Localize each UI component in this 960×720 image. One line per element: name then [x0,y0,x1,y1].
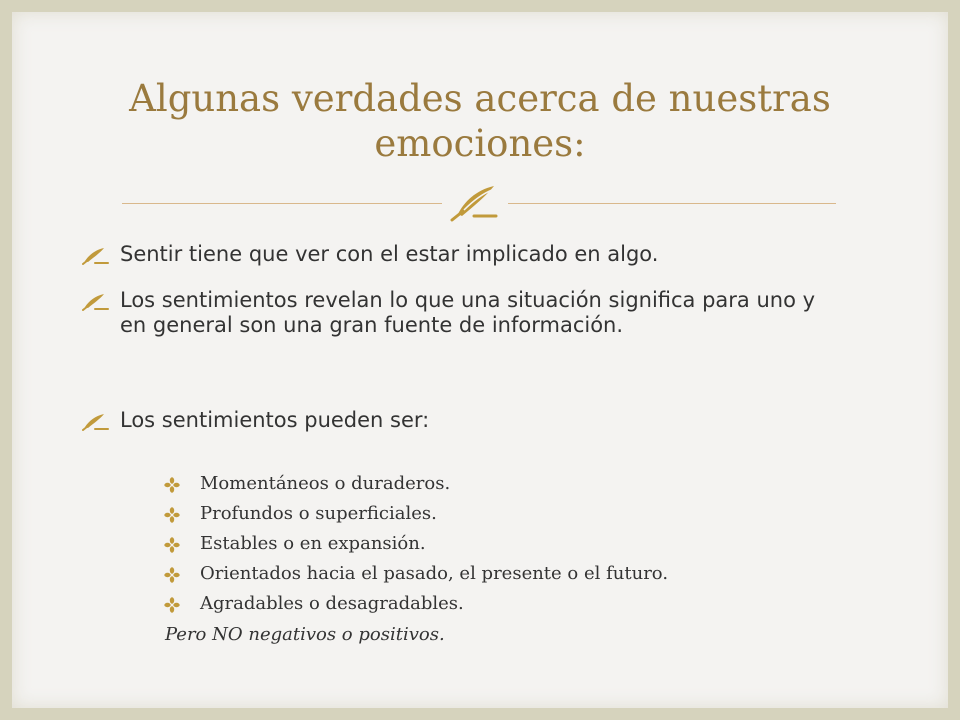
feather-pen-icon [82,291,110,311]
diamond-bullet-icon [164,537,180,553]
sub-bullet-item [164,473,884,495]
sub-bullet-item [164,533,884,555]
slide-title: Algunas verdades acerca de nuestras emociones: [129,77,831,165]
bullet-text: Los sentimientos revelan lo que una situación significa para uno y en general son una gran fuente de información. [120,288,816,337]
diamond-bullet-icon [164,507,180,523]
diamond-bullet-icon [164,477,180,493]
bullet-text: Sentir tiene que ver con el estar implicado en algo. [120,242,659,266]
sub-bullet-item [164,563,884,585]
sub-bullet-text: Momentáneos o duraderos. [200,473,451,494]
sub-bullet-text: Profundos o superficiales. [200,503,437,524]
sub-bullet-text: Agradables o desagradables. [200,593,464,614]
feather-pen-icon [82,245,110,265]
feather-pen-icon [82,411,110,431]
bullet-item [82,408,842,433]
bullet-list [12,12,948,708]
diamond-bullet-icon [164,597,180,613]
bullet-item [82,242,842,267]
closing-note: Pero NO negativos o positivos. [165,624,445,645]
bullet-text: Los sentimientos pueden ser: [120,408,430,432]
sub-bullet-text: Orientados hacia el pasado, el presente o el futuro. [200,563,669,584]
diamond-bullet-icon [164,567,180,583]
sub-bullet-text: Estables o en expansión. [200,533,426,554]
sub-bullet-item [164,593,884,615]
sub-bullet-item [164,503,884,525]
slide [12,12,948,708]
bullet-item [82,288,842,338]
